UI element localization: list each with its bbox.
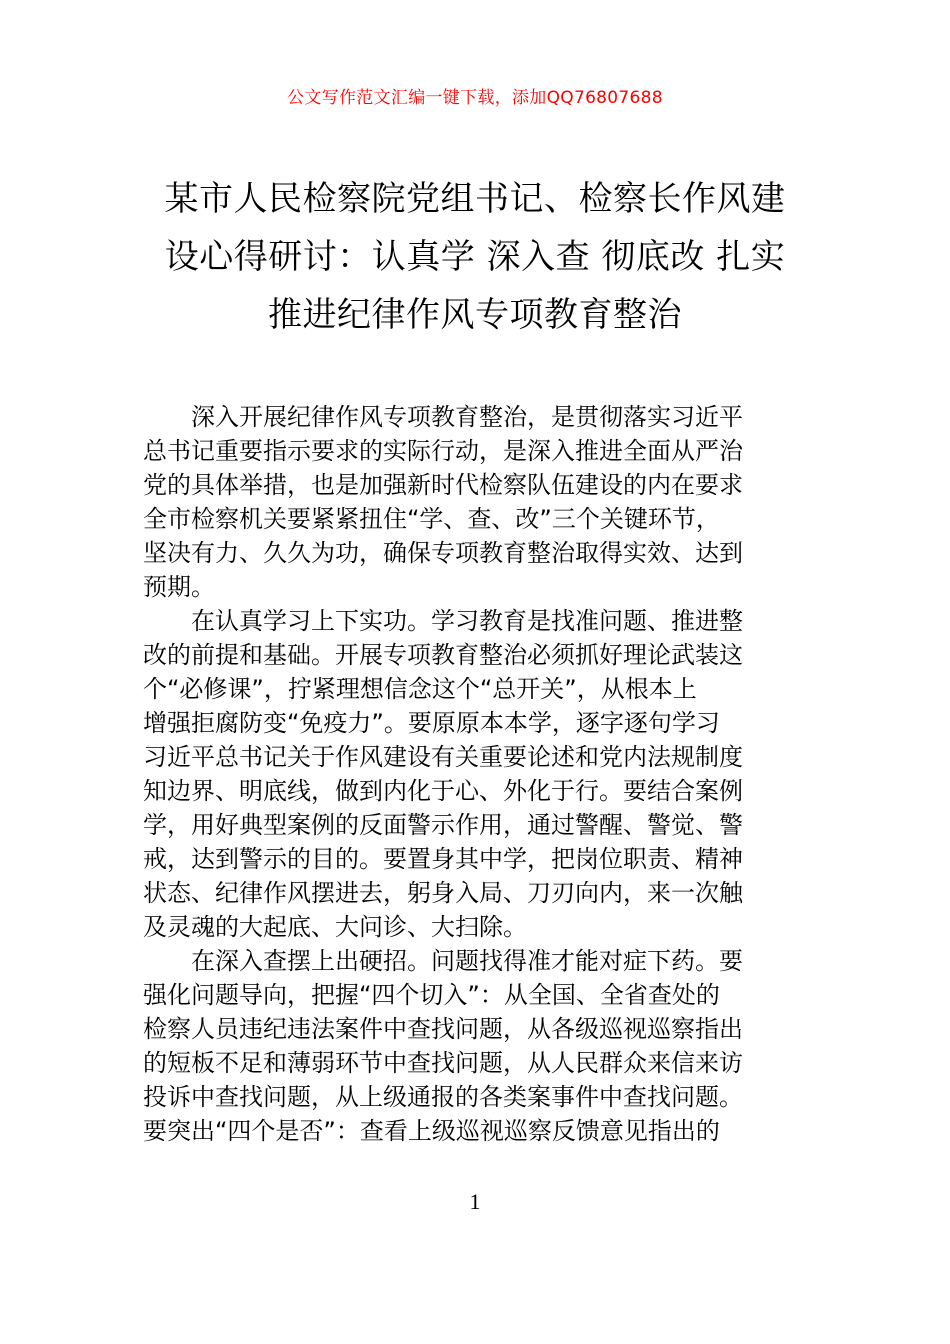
text-line: 的短板不足和薄弱环节中查找问题，从人民群众来信来访 — [143, 1049, 743, 1077]
text-line: 检察人员违纪违法案件中查找问题，从各级巡视巡察指出 — [143, 1015, 743, 1043]
text-line: 坚决有力、久久为功，确保专项教育整治取得实效、达到 — [143, 539, 743, 567]
text-line: 总书记重要指示要求的实际行动，是深入推进全面从严治 — [143, 437, 743, 465]
text-line: 深入开展纪律作风专项教育整治，是贯彻落实习近平 — [143, 403, 743, 431]
paragraph-study — [143, 604, 808, 944]
text-line: 习近平总书记关于作风建设有关重要论述和党内法规制度 — [143, 743, 743, 771]
text-line: 在深入查摆上出硬招。问题找得准才能对症下药。要 — [143, 947, 743, 975]
document-body — [143, 400, 808, 1148]
text-line: 投诉中查找问题，从上级通报的各类案事件中查找问题。 — [143, 1083, 743, 1111]
text-line: 学，用好典型案例的反面警示作用，通过警醒、警觉、警 — [143, 811, 743, 839]
title-line: 推进纪律作风专项教育整治 — [268, 295, 682, 335]
text-line: 预期。 — [143, 573, 215, 601]
text-line: 戒，达到警示的目的。要置身其中学，把岗位职责、精神 — [143, 845, 743, 873]
title-line: 设心得研讨：认真学 深入查 彻底改 扎实 — [164, 237, 786, 277]
download-promo-note: 公文写作范文汇编一键下载，添加QQ76807688 — [287, 88, 663, 108]
paragraph-inspection — [143, 944, 808, 1148]
text-line: 及灵魂的大起底、大问诊、大扫除。 — [143, 913, 527, 941]
text-line: 要突出“四个是否”：查看上级巡视巡察反馈意见指出的 — [143, 1117, 720, 1145]
text-line: 全市检察机关要紧紧扭住“学、查、改”三个关键环节， — [143, 505, 720, 533]
text-line: 强化问题导向，把握“四个切入”：从全国、全省查处的 — [143, 981, 720, 1009]
paragraph-intro — [143, 400, 808, 604]
text-line: 改的前提和基础。开展专项教育整治必须抓好理论武装这 — [143, 641, 743, 669]
text-line: 增强拒腐防变“免疫力”。要原原本本学，逐字逐句学习 — [143, 709, 720, 737]
text-line: 个“必修课”，拧紧理想信念这个“总开关”，从根本上 — [143, 675, 697, 703]
document-title — [145, 170, 805, 344]
title-line: 某市人民检察院党组书记、检察长作风建 — [164, 179, 786, 219]
text-line: 状态、纪律作风摆进去，躬身入局、刀刃向内，来一次触 — [143, 879, 743, 907]
text-line: 知边界、明底线，做到内化于心、外化于行。要结合案例 — [143, 777, 743, 805]
text-line: 党的具体举措，也是加强新时代检察队伍建设的内在要求 — [143, 471, 743, 499]
page-number: 1 — [469, 1189, 481, 1214]
text-line: 在认真学习上下实功。学习教育是找准问题、推进整 — [143, 607, 743, 635]
